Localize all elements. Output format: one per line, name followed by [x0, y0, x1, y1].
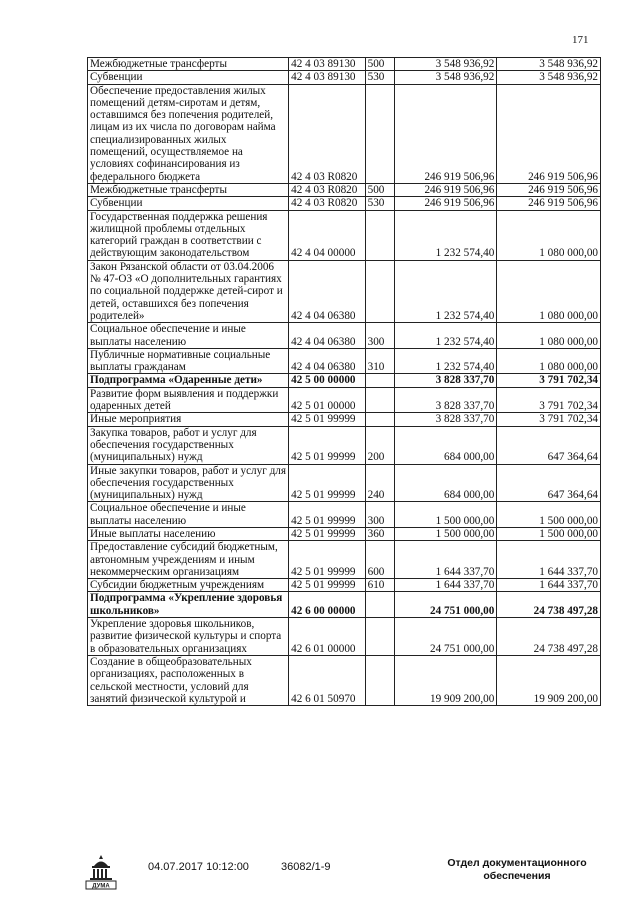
row-amount-1: 684 000,00	[394, 464, 497, 502]
table-row	[88, 655, 601, 705]
row-name: Социальное обеспечение и иные выплаты населению	[88, 502, 289, 528]
row-name: Субсидии бюджетным учреждениям	[88, 579, 289, 592]
row-code: 42 5 01 99999	[289, 426, 365, 464]
table-row	[88, 579, 601, 592]
row-name: Иные выплаты населению	[88, 527, 289, 540]
row-code: 42 6 00 00000	[289, 592, 365, 618]
row-amount-2: 1 080 000,00	[497, 323, 601, 349]
row-expense-type: 600	[365, 541, 394, 579]
table-row	[88, 502, 601, 528]
row-name: Закон Рязанской области от 03.04.2006 № 47-ОЗ «О дополнительных гарантиях по социальной поддержке детей-сирот и детей, оставшихся без попечения родителей»	[88, 260, 289, 322]
table-row	[88, 260, 601, 322]
footer-datetime: 04.07.2017 10:12:00	[148, 861, 249, 873]
row-amount-1: 1 500 000,00	[394, 502, 497, 528]
row-expense-type	[365, 374, 394, 387]
row-code: 42 4 04 00000	[289, 210, 365, 260]
row-amount-1: 1 644 337,70	[394, 579, 497, 592]
row-amount-1: 246 919 506,96	[394, 197, 497, 210]
row-amount-1: 24 751 000,00	[394, 592, 497, 618]
row-name: Иные закупки товаров, работ и услуг для обеспечения государственных (муниципальных) нужд	[88, 464, 289, 502]
row-expense-type	[365, 618, 394, 656]
row-name: Иные мероприятия	[88, 413, 289, 426]
budget-table-body	[88, 58, 601, 706]
row-expense-type	[365, 84, 394, 183]
row-amount-2: 1 500 000,00	[497, 502, 601, 528]
row-expense-type: 500	[365, 183, 394, 196]
row-amount-1: 246 919 506,96	[394, 183, 497, 196]
row-amount-1: 3 548 936,92	[394, 58, 497, 71]
page-number: 171	[572, 34, 589, 46]
row-name: Подпрограмма «Укрепление здоровья школьников»	[88, 592, 289, 618]
row-code: 42 4 04 06380	[289, 348, 365, 374]
row-expense-type: 200	[365, 426, 394, 464]
row-amount-1: 1 232 574,40	[394, 260, 497, 322]
row-code: 42 4 03 89130	[289, 71, 365, 84]
row-amount-1: 1 232 574,40	[394, 323, 497, 349]
row-code: 42 4 03 R0820	[289, 84, 365, 183]
footer-department-line2: обеспечения	[483, 870, 551, 882]
row-amount-2: 1 080 000,00	[497, 348, 601, 374]
logo-caption: ДУМА	[92, 883, 110, 890]
table-row	[88, 592, 601, 618]
table-row	[88, 84, 601, 183]
row-amount-1: 19 909 200,00	[394, 655, 497, 705]
row-code: 42 5 01 99999	[289, 413, 365, 426]
duma-logo-icon	[84, 852, 118, 890]
row-expense-type	[365, 260, 394, 322]
row-amount-2: 1 644 337,70	[497, 541, 601, 579]
row-name: Укрепление здоровья школьников, развитие физической культуры и спорта в образовательных организациях	[88, 618, 289, 656]
row-amount-2: 24 738 497,28	[497, 592, 601, 618]
row-expense-type: 300	[365, 323, 394, 349]
row-code: 42 6 01 00000	[289, 618, 365, 656]
row-name: Социальное обеспечение и иные выплаты населению	[88, 323, 289, 349]
row-code: 42 4 04 06380	[289, 260, 365, 322]
row-name: Субвенции	[88, 197, 289, 210]
row-amount-2: 24 738 497,28	[497, 618, 601, 656]
row-name: Государственная поддержка решения жилищной проблемы отдельных категорий граждан в соответствии с действующим законодательством	[88, 210, 289, 260]
row-amount-2: 19 909 200,00	[497, 655, 601, 705]
table-row	[88, 426, 601, 464]
table-row	[88, 183, 601, 196]
row-name: Публичные нормативные социальные выплаты гражданам	[88, 348, 289, 374]
row-amount-2: 3 791 702,34	[497, 387, 601, 413]
table-row	[88, 71, 601, 84]
row-amount-2: 246 919 506,96	[497, 84, 601, 183]
row-amount-2: 1 080 000,00	[497, 260, 601, 322]
row-amount-2: 1 500 000,00	[497, 527, 601, 540]
row-amount-2: 246 919 506,96	[497, 183, 601, 196]
row-name: Развитие форм выявления и поддержки одаренных детей	[88, 387, 289, 413]
row-amount-2: 246 919 506,96	[497, 197, 601, 210]
table-row	[88, 348, 601, 374]
row-amount-1: 3 548 936,92	[394, 71, 497, 84]
row-expense-type	[365, 592, 394, 618]
row-code: 42 5 01 99999	[289, 541, 365, 579]
row-expense-type: 610	[365, 579, 394, 592]
row-expense-type: 360	[365, 527, 394, 540]
row-amount-1: 3 828 337,70	[394, 387, 497, 413]
table-row	[88, 374, 601, 387]
table-row	[88, 464, 601, 502]
row-amount-1: 1 644 337,70	[394, 541, 497, 579]
row-amount-2: 3 548 936,92	[497, 71, 601, 84]
row-code: 42 5 01 99999	[289, 502, 365, 528]
row-amount-1: 1 232 574,40	[394, 210, 497, 260]
row-amount-1: 1 500 000,00	[394, 527, 497, 540]
row-code: 42 4 03 89130	[289, 58, 365, 71]
table-row	[88, 197, 601, 210]
table-row	[88, 541, 601, 579]
row-code: 42 5 00 00000	[289, 374, 365, 387]
row-code: 42 5 01 00000	[289, 387, 365, 413]
budget-table	[87, 57, 601, 706]
row-amount-1: 24 751 000,00	[394, 618, 497, 656]
row-amount-2: 1 080 000,00	[497, 210, 601, 260]
row-expense-type: 300	[365, 502, 394, 528]
row-expense-type: 530	[365, 197, 394, 210]
row-code: 42 5 01 99999	[289, 464, 365, 502]
row-expense-type: 240	[365, 464, 394, 502]
row-amount-2: 1 644 337,70	[497, 579, 601, 592]
row-name: Субвенции	[88, 71, 289, 84]
row-name: Закупка товаров, работ и услуг для обеспечения государственных (муниципальных) нужд	[88, 426, 289, 464]
row-amount-2: 3 548 936,92	[497, 58, 601, 71]
row-amount-1: 3 828 337,70	[394, 413, 497, 426]
row-expense-type: 530	[365, 71, 394, 84]
row-name: Обеспечение предоставления жилых помещений детям-сиротам и детям, оставшимся без попечения родителей, лицам из их числа по договорам найма специализированных жилых помещений, осуществляемое на условиях софинансирования из федерального бюджета	[88, 84, 289, 183]
row-name: Предоставление субсидий бюджетным, автономным учреждениям и иным некоммерческим организациям	[88, 541, 289, 579]
row-expense-type	[365, 413, 394, 426]
row-expense-type	[365, 655, 394, 705]
row-amount-1: 684 000,00	[394, 426, 497, 464]
row-amount-2: 647 364,64	[497, 464, 601, 502]
row-amount-2: 647 364,64	[497, 426, 601, 464]
row-expense-type	[365, 387, 394, 413]
row-amount-2: 3 791 702,34	[497, 374, 601, 387]
row-amount-1: 3 828 337,70	[394, 374, 497, 387]
footer-department	[432, 857, 602, 883]
table-row	[88, 387, 601, 413]
table-row	[88, 618, 601, 656]
table-row	[88, 210, 601, 260]
table-row	[88, 527, 601, 540]
row-amount-1: 246 919 506,96	[394, 84, 497, 183]
row-name: Межбюджетные трансферты	[88, 58, 289, 71]
row-amount-2: 3 791 702,34	[497, 413, 601, 426]
row-code: 42 4 04 06380	[289, 323, 365, 349]
row-code: 42 6 01 50970	[289, 655, 365, 705]
row-expense-type: 310	[365, 348, 394, 374]
row-name: Межбюджетные трансферты	[88, 183, 289, 196]
row-expense-type	[365, 210, 394, 260]
row-code: 42 5 01 99999	[289, 579, 365, 592]
table-row	[88, 58, 601, 71]
row-name: Подпрограмма «Одаренные дети»	[88, 374, 289, 387]
footer-department-line1: Отдел документационного	[447, 857, 587, 869]
row-code: 42 4 03 R0820	[289, 183, 365, 196]
table-row	[88, 323, 601, 349]
row-code: 42 5 01 99999	[289, 527, 365, 540]
table-row	[88, 413, 601, 426]
row-expense-type: 500	[365, 58, 394, 71]
footer-doc-number: 36082/1-9	[281, 861, 331, 873]
row-code: 42 4 03 R0820	[289, 197, 365, 210]
row-name: Создание в общеобразовательных организациях, расположенных в сельской местности, условий для занятий физической культурой и	[88, 655, 289, 705]
row-amount-1: 1 232 574,40	[394, 348, 497, 374]
